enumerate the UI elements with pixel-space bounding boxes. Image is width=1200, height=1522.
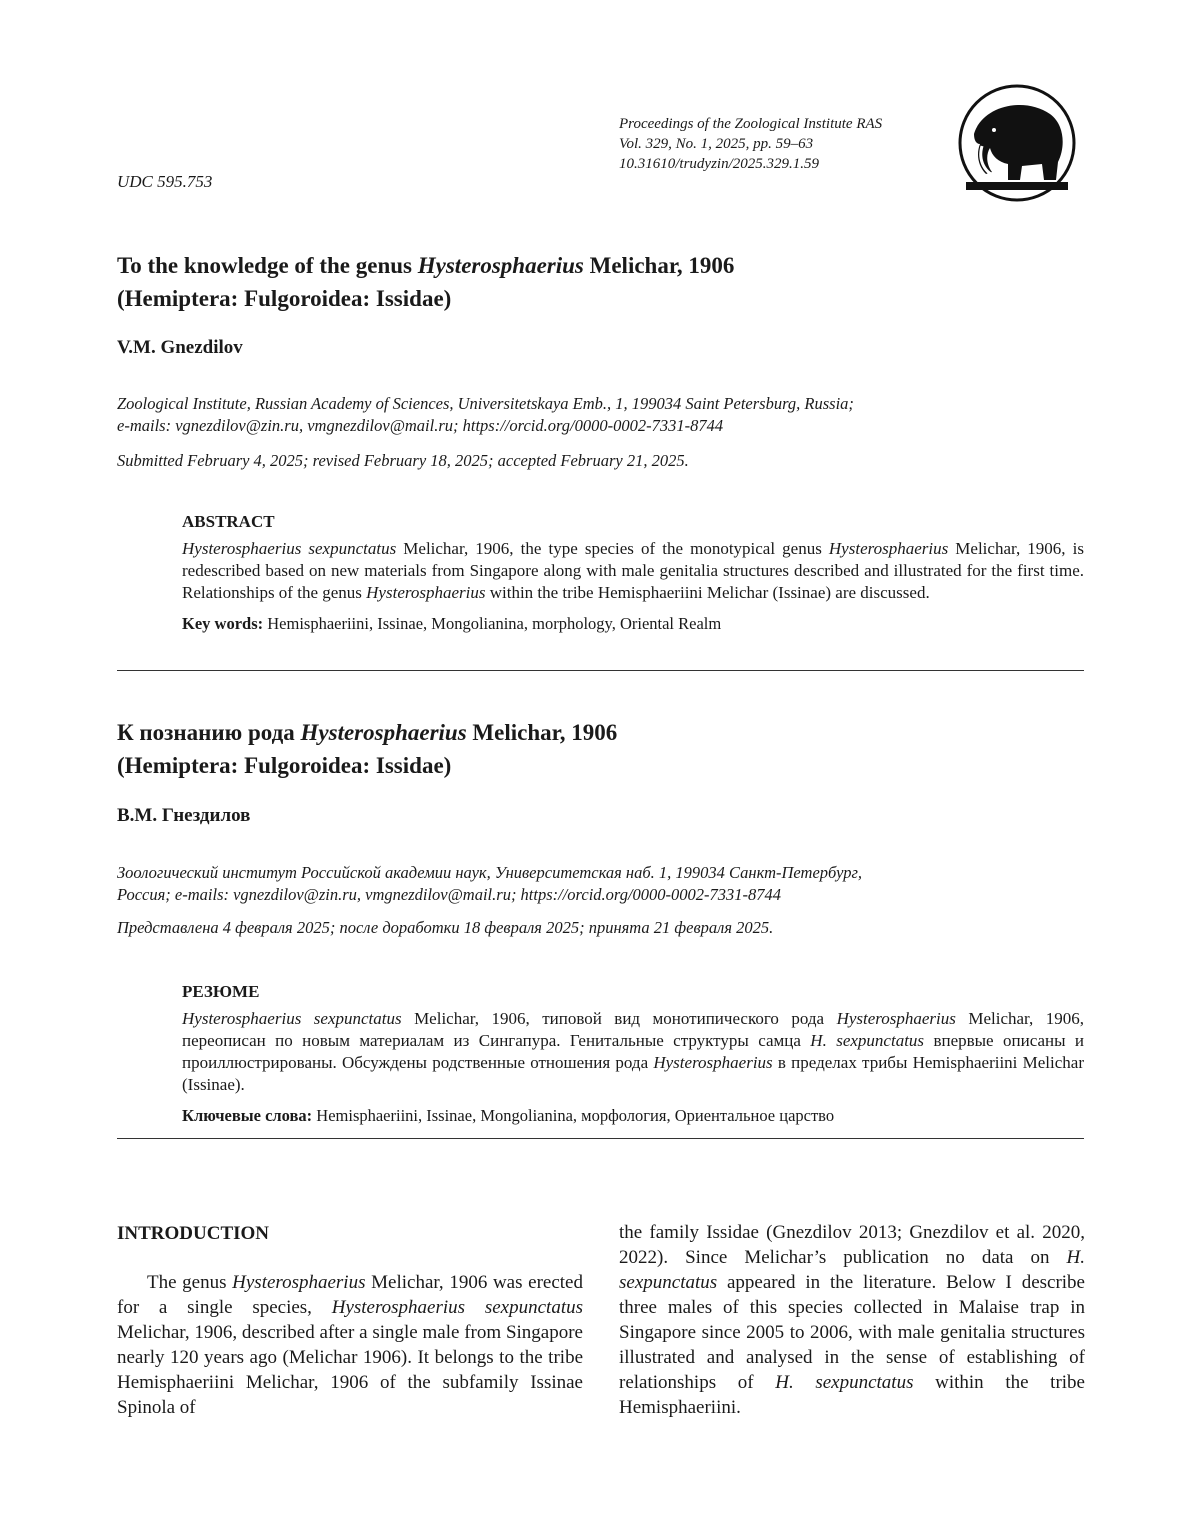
affiliation-ru-line: Зоологический институт Российской академии наук, Университетская наб. 1, 199034 Санкт-Петербург, <box>117 863 863 882</box>
abstract-en <box>182 512 1084 634</box>
divider-ru <box>117 1138 1084 1139</box>
affiliation-en-line: Zoological Institute, Russian Academy of Sciences, Universitetskaya Emb., 1, 199034 Saint Petersburg, Russia; <box>117 394 854 413</box>
dates-ru: Представлена 4 февраля 2025; после доработки 18 февраля 2025; принята 21 февраля 2025. <box>117 918 774 937</box>
keywords-en <box>182 614 1084 634</box>
emails-ru: Россия; e-mails: vgnezdilov@zin.ru, vmgnezdilov@mail.ru; https://orcid.org/0000-0002-7331-8744 <box>117 885 782 904</box>
journal-name: Proceedings of the Zoological Institute RAS <box>619 116 883 132</box>
title-en-pre: To the knowledge of the genus <box>117 253 418 278</box>
introduction-heading: INTRODUCTION <box>117 1223 270 1244</box>
abstract-text: Hysterosphaerius sexpunctatus Melichar, 1906, the type species of the monotypical genus Hysterosphaerius Melichar, 1906, is redescribed based on new materials from Singapore along with male genitalia structures described and illustrated for the first time. Relationships of the genus Hysterosphaerius within the tribe Hemisphaeriini Melichar (Issinae) are discussed. <box>182 539 1084 602</box>
journal-volume: Vol. 329, No. 1, 2025, pp. 59–63 <box>619 136 814 152</box>
title-ru-line2: (Hemiptera: Fulgoroidea: Issidae) <box>117 753 452 778</box>
title-en-genus: Hysterosphaerius <box>417 253 584 278</box>
intro-column-right: the family Issidae (Gnezdilov 2013; Gnezdilov et al. 2020, 2022). Since Melichar’s publication no data on H. sexpunctatus appeared in the literature. Below I describe three males of this species collected in Malaise trap in Singapore since 2005 to 2006, with male genitalia structures illustrated and analysed in the sense of establishing of relationships of H. sexpunctatus within the tribe Hemisphaeriini. <box>619 1222 1085 1418</box>
mammoth-logo-icon <box>952 84 1082 202</box>
author-ru: В.М. Гнездилов <box>117 805 251 826</box>
abstract-heading: ABSTRACT <box>182 512 275 531</box>
abstract-ru <box>182 982 1084 1126</box>
keywords-list-ru: Hemisphaeriini, Issinae, Mongolianina, морфология, Ориентальное царство <box>312 1106 835 1125</box>
keywords-list: Hemisphaeriini, Issinae, Mongolianina, morphology, Oriental Realm <box>263 614 722 633</box>
title-en <box>117 249 1097 315</box>
title-ru-post: Melichar, 1906 <box>466 720 618 745</box>
journal-doi[interactable]: 10.31610/trudyzin/2025.329.1.59 <box>619 156 820 172</box>
abstract-text-ru: Hysterosphaerius sexpunctatus Melichar, 1906, типовой вид монотипического рода Hysterosphaerius Melichar, 1906, переописан по новым материалам из Сингапура. Генитальные структуры самца H. sexpunctatus впервые описаны и проиллюстрированы. Обсуждены родственные отношения рода Hysterosphaerius в пределах трибы Hemisphaeriini Melichar (Issinae). <box>182 1009 1085 1094</box>
udc-code: UDC 595.753 <box>117 172 213 191</box>
author-en: V.M. Gnezdilov <box>117 337 243 358</box>
keywords-label: Key words: <box>182 614 264 633</box>
title-ru-genus: Hysterosphaerius <box>300 720 467 745</box>
emails-en: e-mails: vgnezdilov@zin.ru, vmgnezdilov@mail.ru; https://orcid.org/0000-0002-7331-8744 <box>117 416 724 435</box>
divider-en <box>117 670 1084 671</box>
affiliation-en <box>117 393 1097 437</box>
journal-info <box>619 114 882 174</box>
title-en-post: Melichar, 1906 <box>583 253 735 278</box>
title-ru <box>117 716 1097 782</box>
title-en-line2: (Hemiptera: Fulgoroidea: Issidae) <box>117 286 452 311</box>
intro-column-left: The genus Hysterosphaerius Melichar, 1906 was erected for a single species, Hysterosphaerius sexpunctatus Melichar, 1906, described after a single male from Singapore nearly 120 years ago (Melichar 1906). It belongs to the tribe Hemisphaeriini Melichar, 1906 of the subfamily Issinae Spinola of <box>117 1272 583 1418</box>
keywords-ru <box>182 1106 1084 1126</box>
affiliation-ru <box>117 862 1097 906</box>
dates-en: Submitted February 4, 2025; revised February 18, 2025; accepted February 21, 2025. <box>117 451 689 470</box>
title-ru-pre: К познанию рода <box>117 720 301 745</box>
keywords-label-ru: Ключевые слова: <box>182 1106 313 1125</box>
abstract-heading-ru: РЕЗЮМЕ <box>182 982 260 1001</box>
